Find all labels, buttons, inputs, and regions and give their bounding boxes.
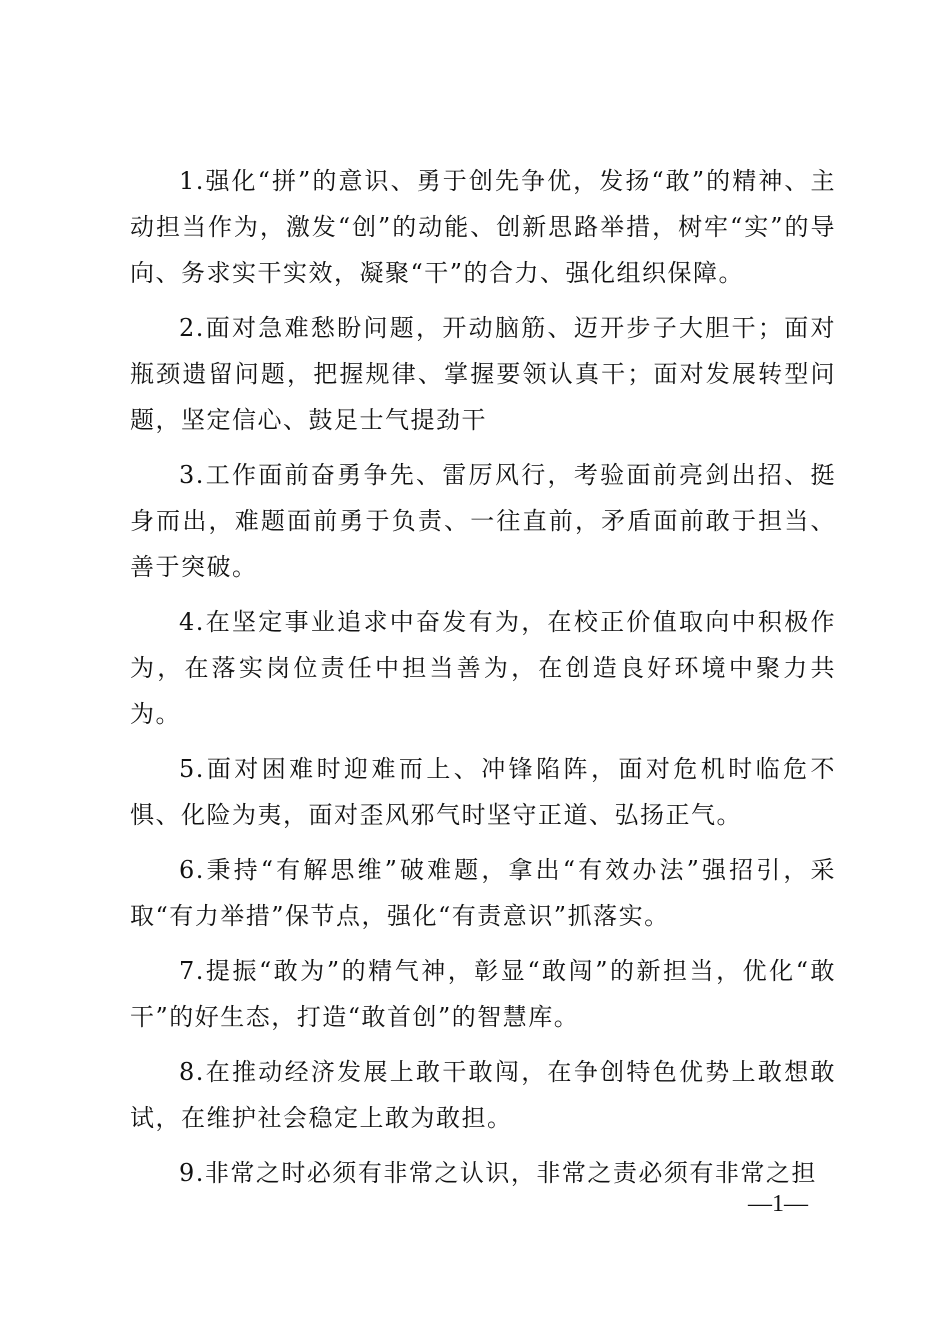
paragraph-6: 6.秉持“有解思维”破难题，拿出“有效办法”强招引，采取“有力举措”保节点，强化“有责意识”抓落实。 [130, 856, 836, 930]
paragraph-1: 1.强化“拼”的意识、勇于创先争优，发扬“敢”的精神、主动担当作为，激发“创”的动能、创新思路举措，树牢“实”的导向、务求实干实效，凝聚“干”的合力、强化组织保障。 [130, 167, 836, 287]
paragraph-7: 7.提振“敢为”的精气神，彰显“敢闯”的新担当，优化“敢干”的好生态，打造“敢首创”的智慧库。 [130, 957, 836, 1031]
paragraph-2: 2.面对急难愁盼问题，开动脑筋、迈开步子大胆干；面对瓶颈遗留问题，把握规律、掌握要领认真干；面对发展转型问题，坚定信心、鼓足士气提劲干 [130, 314, 836, 434]
paragraph-3: 3.工作面前奋勇争先、雷厉风行，考验面前亮剑出招、挺身而出，难题面前勇于负责、一往直前，矛盾面前敢于担当、善于突破。 [130, 461, 836, 581]
paragraph-4: 4.在坚定事业追求中奋发有为，在校正价值取向中积极作为，在落实岗位责任中担当善为，在创造良好环境中聚力共为。 [130, 608, 836, 728]
paragraph-5: 5.面对困难时迎难而上、冲锋陷阵，面对危机时临危不惧、化险为夷，面对歪风邪气时坚守正道、弘扬正气。 [130, 755, 836, 829]
paragraph-8: 8.在推动经济发展上敢干敢闯，在争创特色优势上敢想敢试，在维护社会稳定上敢为敢担。 [130, 1058, 836, 1132]
document-body [130, 158, 836, 1205]
paragraph-9: 9.非常之时必须有非常之认识，非常之责必须有非常之担 [179, 1159, 817, 1187]
page-number: —1— [748, 1191, 808, 1217]
